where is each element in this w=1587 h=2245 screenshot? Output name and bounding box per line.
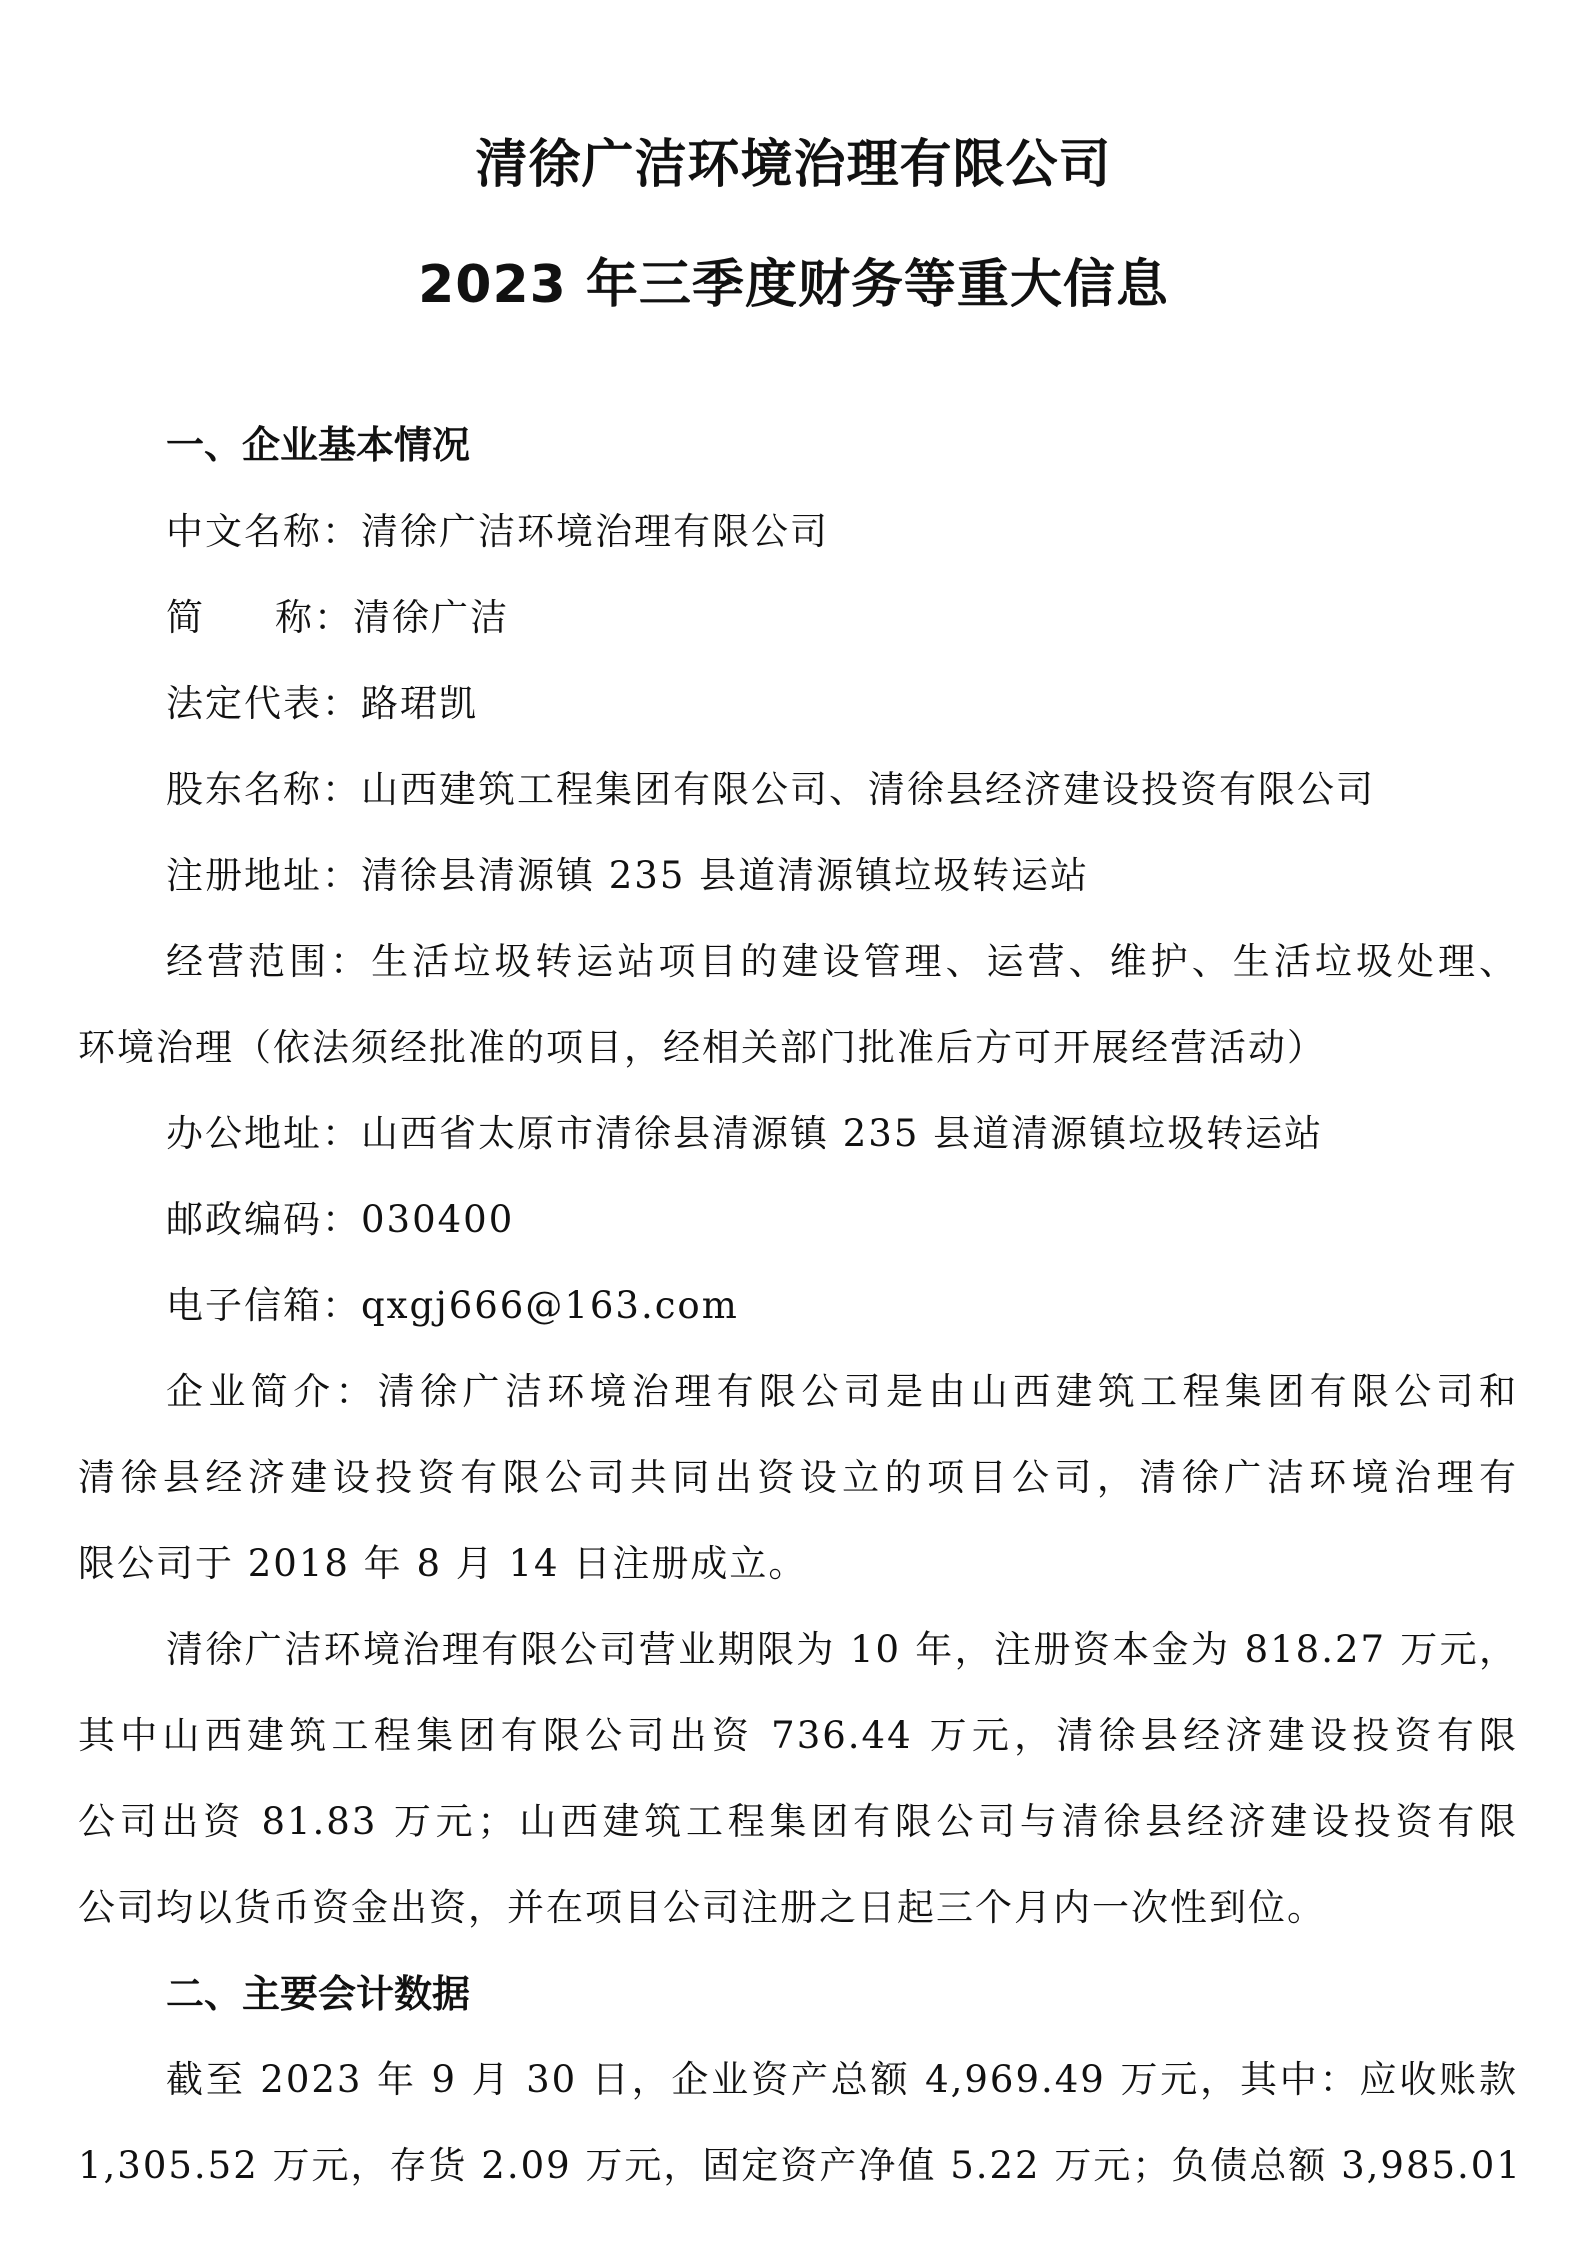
short-name-row [166,593,1518,643]
reg-address-value: 清徐县清源镇 235 县道清源镇垃圾转运站 [361,854,1090,897]
intro-line-1: 企业简介：清徐广洁环境治理有限公司是由山西建筑工程集团有限公司和 [166,1370,1518,1413]
email-row [166,1281,1518,1331]
shareholders-label: 股东名称： [166,768,361,811]
section-1-heading: 一、企业基本情况 [166,423,471,467]
accounting-line-2: 1,305.52 万元，存货 2.09 万元，固定资产净值 5.22 万元；负债总额 3,985.01 [78,2144,1522,2187]
email-value: qxgj666@163.com [361,1284,739,1327]
postcode-row [166,1195,1518,1245]
capital-line-4: 公司均以货币资金出资，并在项目公司注册之日起三个月内一次性到位。 [78,1886,1326,1929]
chinese-name-label: 中文名称： [166,510,361,553]
section-2-heading: 二、主要会计数据 [166,1972,471,2016]
short-name-label-a: 简 [166,596,205,639]
shareholders-value: 山西建筑工程集团有限公司、清徐县经济建设投资有限公司 [361,768,1375,811]
short-name-value: 清徐广洁 [353,596,509,639]
capital-line-3: 公司出资 81.83 万元；山西建筑工程集团有限公司与清徐县经济建设投资有限 [78,1800,1518,1843]
postcode-label: 邮政编码： [166,1198,361,1241]
office-address-label: 办公地址： [166,1112,361,1155]
office-address-value: 山西省太原市清徐县清源镇 235 县道清源镇垃圾转运站 [361,1112,1324,1155]
intro-line-3: 限公司于 2018 年 8 月 14 日注册成立。 [78,1542,808,1585]
legal-rep-row [166,679,1518,729]
capital-line-1: 清徐广洁环境治理有限公司营业期限为 10 年，注册资本金为 818.27 万元， [166,1628,1518,1671]
short-name-label-b: 称： [275,596,353,639]
shareholders-row [166,765,1518,815]
capital-line-2: 其中山西建筑工程集团有限公司出资 736.44 万元，清徐县经济建设投资有限 [78,1714,1518,1757]
document-subtitle: 2023 年三季度财务等重大信息 [418,255,1169,315]
postcode-value: 030400 [361,1198,515,1241]
office-address-row [166,1109,1518,1159]
business-scope-line-2: 环境治理（依法须经批准的项目，经相关部门批准后方可开展经营活动） [78,1026,1326,1069]
email-label: 电子信箱： [166,1284,361,1327]
accounting-line-1: 截至 2023 年 9 月 30 日，企业资产总额 4,969.49 万元，其中：应收账款 [166,2058,1518,2101]
legal-rep-label: 法定代表： [166,682,361,725]
reg-address-row [166,851,1518,901]
chinese-name-row [166,507,1518,557]
chinese-name-value: 清徐广洁环境治理有限公司 [361,510,829,553]
reg-address-label: 注册地址： [166,854,361,897]
legal-rep-value: 路珺凯 [361,682,478,725]
intro-line-2: 清徐县经济建设投资有限公司共同出资设立的项目公司，清徐广洁环境治理有 [78,1456,1518,1499]
document-title: 清徐广洁环境治理有限公司 [475,135,1112,195]
business-scope-line-1: 经营范围：生活垃圾转运站项目的建设管理、运营、维护、生活垃圾处理、 [166,940,1518,983]
